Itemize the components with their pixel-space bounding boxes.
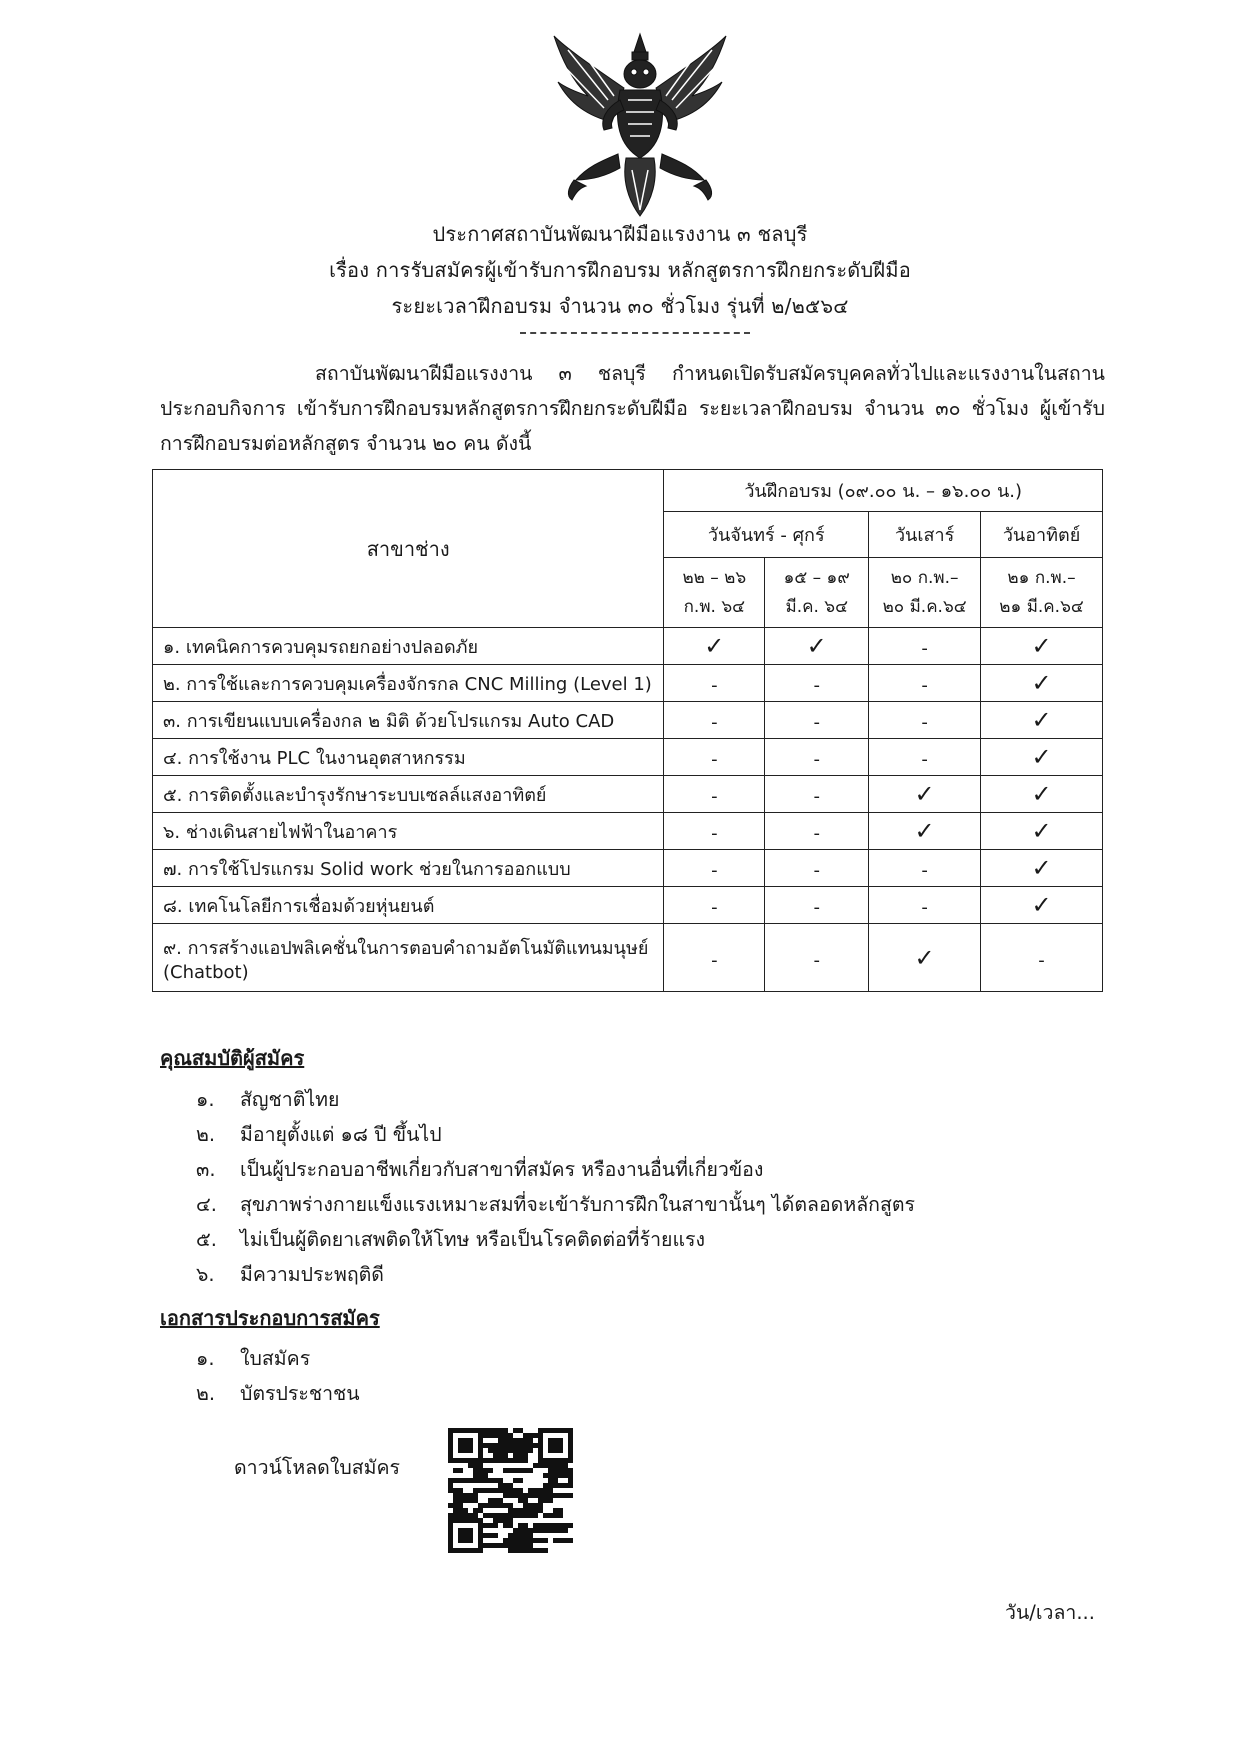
dash-mark: - — [813, 823, 820, 844]
list-item-number: ๒. — [196, 1382, 216, 1405]
download-label: ดาวน์โหลดใบสมัคร — [234, 1456, 401, 1479]
check-icon: ✓ — [914, 780, 935, 808]
course-name: ๔. การใช้งาน PLC ในงานอุตสาหกรรม — [153, 739, 664, 776]
dash-cell — [664, 702, 765, 739]
date-cell — [664, 558, 765, 628]
check-mark-cell — [981, 628, 1103, 665]
check-icon: ✓ — [1031, 669, 1052, 697]
list-item — [196, 1082, 915, 1117]
dash-cell — [869, 739, 981, 776]
dash-cell — [664, 739, 765, 776]
dash-mark: - — [813, 949, 820, 971]
check-mark-cell — [869, 776, 981, 813]
list-item-number: ๖. — [196, 1263, 215, 1286]
list-item-text: เป็นผู้ประกอบอาชีพเกี่ยวกับสาขาที่สมัคร หรืองานอื่นที่เกี่ยวข้อง — [240, 1158, 764, 1181]
check-mark-cell — [981, 850, 1103, 887]
list-item — [196, 1341, 360, 1376]
check-mark-cell — [765, 628, 869, 665]
check-mark-cell — [869, 813, 981, 850]
documents-heading: เอกสารประกอบการสมัคร — [160, 1306, 380, 1330]
course-name: ๖. ช่างเดินสายไฟฟ้าในอาคาร — [153, 813, 664, 850]
dash-mark: - — [711, 860, 718, 881]
list-item-text: บัตรประชาชน — [240, 1382, 360, 1405]
course-name: ๑. เทคนิคการควบคุมรถยกอย่างปลอดภัย — [153, 628, 664, 665]
list-item-text: มีความประพฤติดี — [240, 1263, 384, 1286]
dash-mark: - — [813, 749, 820, 770]
dash-cell — [664, 665, 765, 702]
check-icon: ✓ — [914, 817, 935, 845]
course-name: ๗. การใช้โปรแกรม Solid work ช่วยในการออกแบบ — [153, 850, 664, 887]
dash-cell — [869, 665, 981, 702]
date-line-2: ๒๐ มี.ค.๖๔ — [882, 596, 967, 617]
list-item — [196, 1117, 915, 1152]
dash-mark: - — [921, 712, 928, 733]
dash-cell — [664, 776, 765, 813]
dash-mark: - — [813, 897, 820, 918]
dash-cell — [765, 776, 869, 813]
date-line-1: ๒๑ ก.พ.– — [1007, 567, 1076, 588]
announcement-subject: เรื่อง การรับสมัครผู้เข้ารับการฝึกอบรม หลักสูตรการฝึกยกระดับฝีมือ — [329, 258, 911, 282]
dash-cell — [664, 924, 765, 992]
dash-cell — [664, 850, 765, 887]
qualifications-heading: คุณสมบัติผู้สมัคร — [160, 1046, 305, 1070]
documents-list — [196, 1341, 360, 1411]
dash-cell — [869, 887, 981, 924]
check-mark-cell — [981, 813, 1103, 850]
list-item-number: ๑. — [196, 1347, 215, 1370]
list-item-number: ๑. — [196, 1088, 215, 1111]
dash-cell — [765, 850, 869, 887]
check-mark-cell — [981, 739, 1103, 776]
dash-mark: - — [711, 675, 718, 696]
announcement-duration: ระยะเวลาฝึกอบรม จำนวน ๓๐ ชั่วโมง รุ่นที่ ๒/๒๕๖๔ — [391, 294, 849, 318]
course-name: ๙. การสร้างแอปพลิเคชั่นในการตอบคำถามอัตโนมัติแทนมนุษย์ (Chatbot) — [153, 924, 664, 992]
dash-mark: - — [921, 897, 928, 918]
announcement-title: ประกาศสถาบันพัฒนาฝีมือแรงงาน ๓ ชลบุรี — [432, 222, 808, 246]
dash-mark: - — [813, 675, 820, 696]
list-item-text: ใบสมัคร — [240, 1347, 311, 1370]
separator-line — [520, 332, 750, 334]
date-cell — [981, 558, 1103, 628]
dash-mark: - — [711, 712, 718, 733]
check-icon: ✓ — [1031, 743, 1052, 771]
check-mark-cell — [981, 887, 1103, 924]
dash-mark: - — [813, 786, 820, 807]
list-item — [196, 1152, 915, 1187]
list-item — [196, 1257, 915, 1292]
dash-cell — [765, 702, 869, 739]
check-icon: ✓ — [1031, 891, 1052, 919]
date-cell — [869, 558, 981, 628]
dash-cell — [765, 887, 869, 924]
date-cell — [765, 558, 869, 628]
intro-paragraph — [160, 356, 1105, 461]
check-icon: ✓ — [1031, 780, 1052, 808]
table-row — [153, 739, 1103, 776]
check-icon: ✓ — [806, 632, 827, 660]
check-mark-cell — [981, 665, 1103, 702]
dash-mark: - — [813, 712, 820, 733]
check-icon: ✓ — [1031, 854, 1052, 882]
dash-cell — [765, 924, 869, 992]
list-item-number: ๒. — [196, 1123, 216, 1146]
dash-mark: - — [921, 638, 928, 659]
list-item-number: ๕. — [196, 1228, 217, 1251]
list-item-number: ๔. — [196, 1193, 217, 1216]
check-mark-cell — [664, 628, 765, 665]
table-row — [153, 628, 1103, 665]
list-item-text: สุขภาพร่างกายแข็งแรงเหมาะสมที่จะเข้ารับการฝึกในสาขานั้นๆ ได้ตลอดหลักสูตร — [240, 1193, 915, 1216]
course-name: ๕. การติดตั้งและบำรุงรักษาระบบเซลล์แสงอาทิตย์ — [153, 776, 664, 813]
dash-mark: - — [1038, 949, 1045, 971]
check-icon: ✓ — [704, 632, 725, 660]
dash-cell — [765, 665, 869, 702]
check-icon: ✓ — [1031, 632, 1052, 660]
check-mark-cell — [981, 776, 1103, 813]
date-line-1: ๒๒ – ๒๖ — [682, 567, 747, 588]
course-name: ๒. การใช้และการควบคุมเครื่องจักรกล CNC Milling (Level 1) — [153, 665, 664, 702]
continue-text: วัน/เวลา... — [1005, 1601, 1095, 1624]
dash-cell — [765, 739, 869, 776]
intro-text: สถาบันพัฒนาฝีมือแรงงาน ๓ ชลบุรี กำหนดเปิดรับสมัครบุคคลทั่วไปและแรงงานในสถานประกอบกิจการ เข้ารับการฝึกอบรมหลักสูตรการฝึกยกระดับฝีมือ ระยะเวลาฝึกอบรม จำนวน ๓๐ ชั่วโมง ผู้เข้ารับการฝึกอบรมต่อหลักสูตร จำนวน ๒๐ คน ดังนี้ — [160, 362, 1105, 455]
table-row — [153, 924, 1103, 992]
table-row — [153, 813, 1103, 850]
dash-mark: - — [921, 675, 928, 696]
dash-mark: - — [711, 749, 718, 770]
dash-cell — [981, 924, 1103, 992]
course-name: ๓. การเขียนแบบเครื่องกล ๒ มิติ ด้วยโปรแกรม Auto CAD — [153, 702, 664, 739]
check-icon: ✓ — [1031, 706, 1052, 734]
sunday-header: วันอาทิตย์ — [981, 512, 1103, 558]
qualifications-list — [196, 1082, 915, 1292]
list-item — [196, 1222, 915, 1257]
check-icon: ✓ — [914, 943, 935, 972]
dash-mark: - — [921, 860, 928, 881]
date-line-1: ๒๐ ก.พ.– — [890, 567, 959, 588]
dash-cell — [869, 628, 981, 665]
dash-cell — [869, 850, 981, 887]
dash-mark: - — [711, 949, 718, 971]
dash-mark: - — [711, 823, 718, 844]
training-schedule-table — [152, 469, 1103, 992]
dash-mark: - — [711, 897, 718, 918]
saturday-header: วันเสาร์ — [869, 512, 981, 558]
list-item-text: สัญชาติไทย — [240, 1088, 340, 1111]
table-row — [153, 665, 1103, 702]
date-line-2: มี.ค. ๖๔ — [785, 596, 848, 617]
date-line-1: ๑๕ – ๑๙ — [783, 567, 850, 588]
table-row — [153, 887, 1103, 924]
list-item-text: ไม่เป็นผู้ติดยาเสพติดให้โทษ หรือเป็นโรคติดต่อที่ร้ายแรง — [240, 1228, 706, 1251]
dash-mark: - — [921, 749, 928, 770]
training-days-header: วันฝึกอบรม (๐๙.๐๐ น. – ๑๖.๐๐ น.) — [664, 470, 1103, 512]
course-rows — [153, 628, 1103, 992]
list-item-text: มีอายุตั้งแต่ ๑๘ ปี ขึ้นไป — [240, 1123, 442, 1146]
list-item — [196, 1376, 360, 1411]
table-row — [153, 850, 1103, 887]
branch-header: สาขาช่าง — [153, 470, 664, 628]
dash-cell — [765, 813, 869, 850]
dash-cell — [664, 813, 765, 850]
date-line-2: ก.พ. ๖๔ — [683, 596, 745, 617]
check-icon: ✓ — [1031, 817, 1052, 845]
date-line-2: ๒๑ มี.ค.๖๔ — [999, 596, 1084, 617]
list-item-number: ๓. — [196, 1158, 216, 1181]
dash-mark: - — [813, 860, 820, 881]
garuda-emblem — [548, 30, 732, 220]
qr-code[interactable] — [448, 1428, 573, 1553]
dash-mark: - — [711, 786, 718, 807]
check-mark-cell — [869, 924, 981, 992]
course-name: ๘. เทคโนโลยีการเชื่อมด้วยหุ่นยนต์ — [153, 887, 664, 924]
table-row — [153, 702, 1103, 739]
dash-cell — [664, 887, 765, 924]
check-mark-cell — [981, 702, 1103, 739]
table-row — [153, 776, 1103, 813]
list-item — [196, 1187, 915, 1222]
weekday-header: วันจันทร์ - ศุกร์ — [664, 512, 869, 558]
dash-cell — [869, 702, 981, 739]
